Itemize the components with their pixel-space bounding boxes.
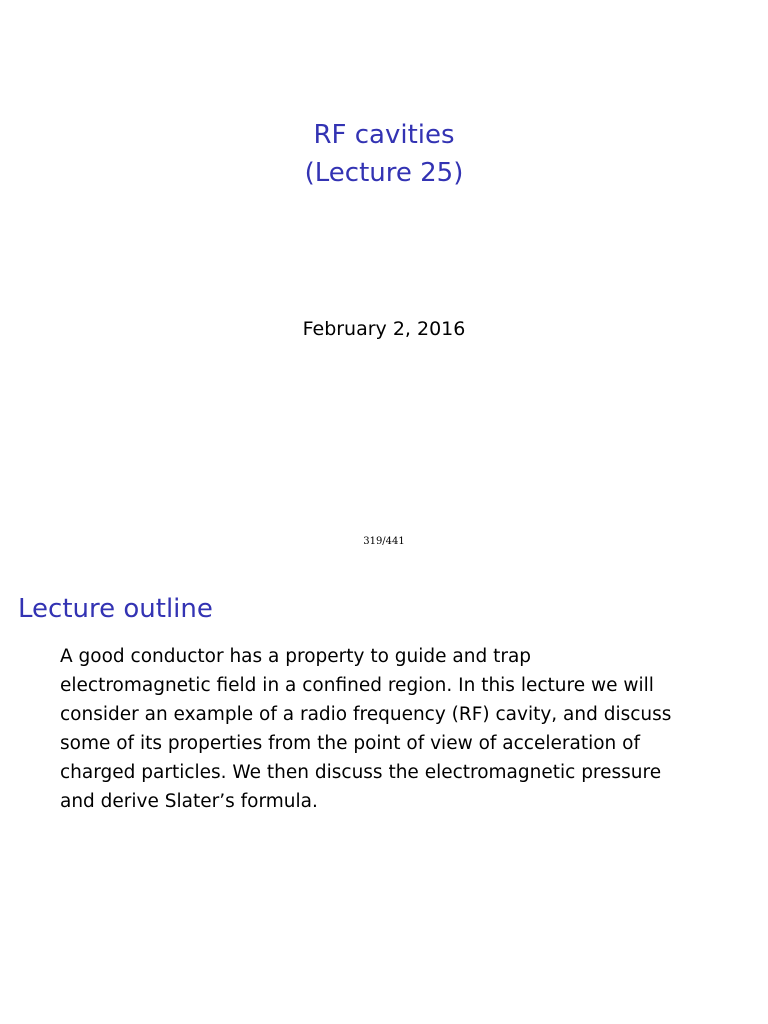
slide-title-line-1: RF cavities — [313, 120, 455, 150]
paragraph-line: consider an example of a radio frequency (RF) cavity, and discuss — [60, 704, 672, 725]
paragraph-line: electromagnetic field in a confined region. In this lecture we will — [60, 675, 654, 696]
paragraph-line: some of its properties from the point of view of acceleration of — [60, 733, 640, 754]
frame-title: Lecture outline — [18, 594, 213, 624]
outline-slide — [0, 576, 768, 1024]
slide-title — [0, 116, 768, 192]
paragraph-line: A good conductor has a property to guide and trap — [60, 646, 532, 667]
lecture-date: February 2, 2016 — [302, 318, 466, 340]
paragraph-line: charged particles. We then discuss the electromagnetic pressure — [60, 762, 662, 783]
outline-paragraph — [60, 642, 720, 816]
slide-title-line-2: (Lecture 25) — [304, 158, 464, 188]
page-number: 319/441 — [363, 536, 405, 547]
paragraph-line: and derive Slater’s formula. — [60, 791, 318, 812]
